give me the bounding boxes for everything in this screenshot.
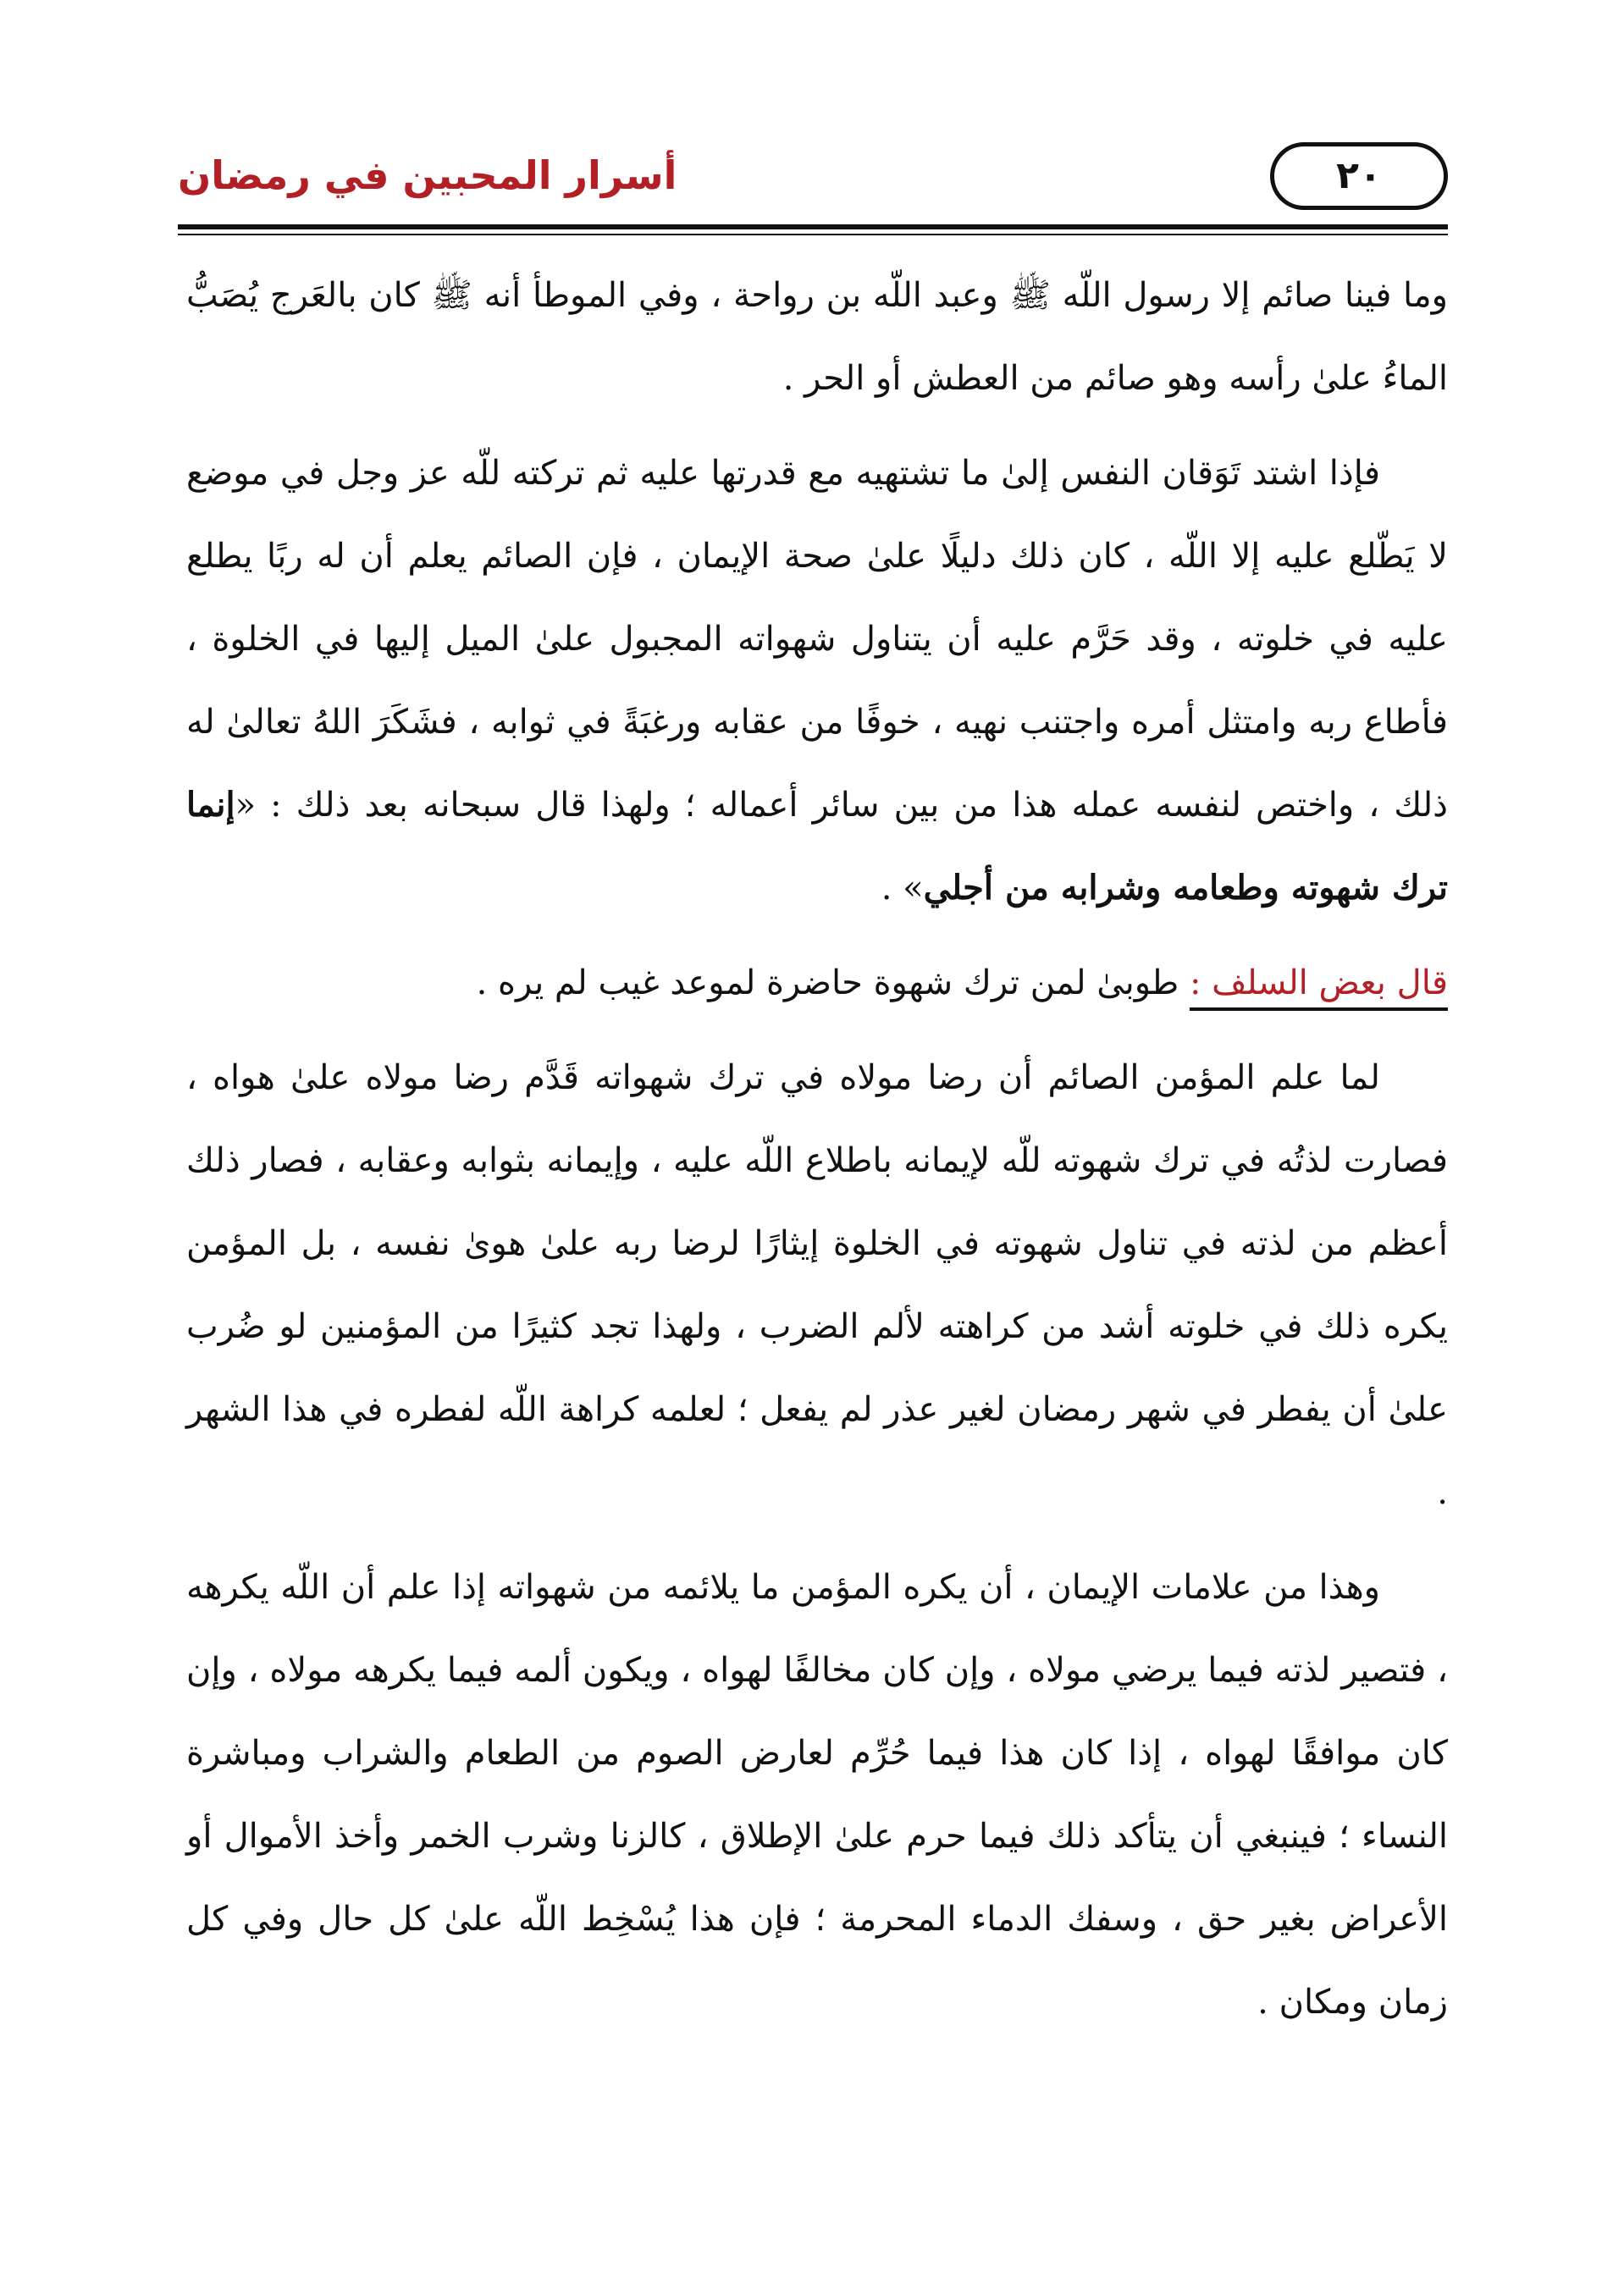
- paragraph-5: وهذا من علامات الإيمان ، أن يكره المؤمن ما يلائمه من شهواته إذا علم أن اللّه يكرهه ، فتصير لذته فيما يرضي مولاه ، وإن كان مخالفًا لهواه ، ويكون ألمه فيما يكرهه مولاه ، وإن كان موافقًا لهواه ، إذا كان هذا فيما حُرِّم لعارض الصوم من الطعام والشراب ومباشرة النساء ؛ فينبغي أن يتأكد ذلك فيما حرم علىٰ الإطلاق ، كالزنا وشرب الخمر وأخذ الأموال أو الأعراض بغير حق ، وسفك الدماء المحرمة ؛ فإن هذا يُسْخِط اللّه علىٰ كل حال وفي كل زمان ومكان .: [186, 1568, 1448, 2022]
- hadith-quote: إنما ترك شهوته وطعامه وشرابه من أجلي: [186, 785, 1448, 908]
- salaf-quote: [186, 941, 1448, 1024]
- book-title: أسرار المحبين في رمضان: [178, 152, 677, 198]
- paragraph-1: وما فينا صائم إلا رسول اللّه ﷺ وعبد اللّه بن رواحة ، وفي الموطأ أنه ﷺ كان بالعَرج يُصَبُّ الماءُ علىٰ رأسه وهو صائم من العطش أو الحر .: [186, 276, 1448, 398]
- header-rule-thick: [178, 224, 1448, 229]
- salaf-label: قال بعض السلف :: [1190, 963, 1448, 1011]
- salaf-text: طوبىٰ لمن ترك شهوة حاضرة لموعد غيب لم يره .: [476, 963, 1190, 1002]
- paragraph-2-text: فإذا اشتد تَوَقان النفس إلىٰ ما تشتهيه مع قدرتها عليه ثم تركته للّه عز وجل في موضع لا يَطّلع عليه إلا اللّه ، كان ذلك دليلًا علىٰ صحة الإيمان ، فإن الصائم يعلم أن له ربًا يطلع عليه في خلوته ، وقد حَرَّم عليه أن يتناول شهواته المجبول علىٰ الميل إليها في الخلوة ، فأطاع ربه وامتثل أمره واجتنب نهيه ، خوفًا من عقابه ورغبَةً في ثوابه ، فشَكَرَ اللهُ تعالىٰ له ذلك ، واختص لنفسه عمله هذا من بين سائر أعماله ؛ ولهذا قال سبحانه بعد ذلك : «: [186, 454, 1448, 825]
- page-number: ٢٠: [1270, 142, 1448, 210]
- paragraph-4: لما علم المؤمن الصائم أن رضا مولاه في ترك شهواته قَدَّم رضا مولاه علىٰ هواه ، فصارت لذتُه في ترك شهوته للّه لإيمانه باطلاع اللّه عليه ، وإيمانه بثوابه وعقابه ، فصار ذلك أعظم من لذته في تناول شهوته في الخلوة إيثارًا لرضا ربه علىٰ هوىٰ نفسه ، بل المؤمن يكره ذلك في خلوته أشد من كراهته لألم الضرب ، ولهذا تجد كثيرًا من المؤمنين لو ضُرب علىٰ أن يفطر في شهر رمضان لغير عذر لم يفعل ؛ لعلمه كراهة اللّه لفطره في هذا الشهر .: [186, 1058, 1448, 1512]
- page-body: [186, 254, 1448, 2056]
- paragraph-2-end: » .: [881, 869, 924, 908]
- paragraph-2: [186, 432, 1448, 930]
- page-header: [178, 127, 1448, 237]
- header-rule-thin: [178, 234, 1448, 235]
